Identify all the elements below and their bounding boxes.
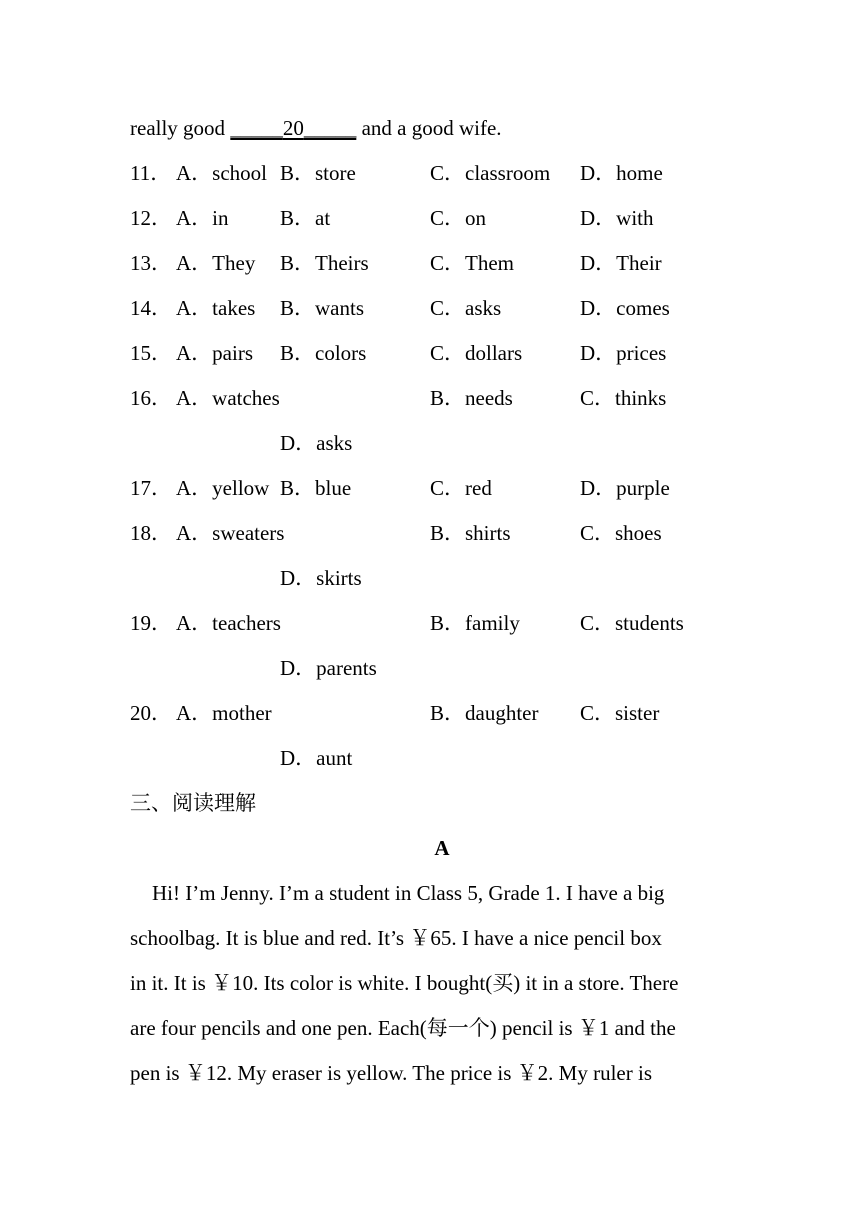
- option-b: B．store: [280, 161, 356, 185]
- option-b: B．daughter: [430, 701, 539, 725]
- question-number: 15．: [130, 341, 172, 365]
- option-b: B．colors: [280, 341, 367, 365]
- option-d: D．purple: [580, 476, 670, 500]
- question-number: 20．: [130, 701, 172, 725]
- passage-line: in it. It is ￥10. Its color is white. I bought(买) it in a store. There: [130, 971, 679, 995]
- option-c: C．students: [580, 611, 684, 635]
- question-number: 19．: [130, 611, 172, 635]
- option-a: A．school: [176, 161, 267, 185]
- option-c: C．shoes: [580, 521, 662, 545]
- option-c: C．Them: [430, 251, 514, 275]
- option-b: B．needs: [430, 386, 513, 410]
- option-c: C．on: [430, 206, 487, 230]
- question-number: 16．: [130, 386, 172, 410]
- option-d: D．parents: [280, 656, 377, 680]
- option-c: C．asks: [430, 296, 502, 320]
- option-a: A．pairs: [176, 341, 253, 365]
- option-a: A．sweaters: [176, 521, 285, 545]
- option-b: B．at: [280, 206, 331, 230]
- section-heading: 三、阅读理解: [130, 791, 256, 815]
- question-number: 14．: [130, 296, 172, 320]
- option-b: B．wants: [280, 296, 364, 320]
- option-c: C．classroom: [430, 161, 551, 185]
- option-d: D．skirts: [280, 566, 362, 590]
- question-number: 18．: [130, 521, 172, 545]
- option-a: A．mother: [176, 701, 272, 725]
- intro-line: [130, 114, 502, 142]
- passage-line: schoolbag. It is blue and red. It’s ￥65. I have a nice pencil box: [130, 926, 662, 950]
- option-d: D．comes: [580, 296, 670, 320]
- passage-line: are four pencils and one pen. Each(每一个) pencil is ￥1 and the: [130, 1016, 676, 1040]
- option-d: D．asks: [280, 431, 353, 455]
- option-b: B．blue: [280, 476, 352, 500]
- option-a: A．in: [176, 206, 229, 230]
- option-d: D．home: [580, 161, 663, 185]
- option-b: B．family: [430, 611, 520, 635]
- question-number: 13．: [130, 251, 172, 275]
- option-d: D．prices: [580, 341, 667, 365]
- passage-line: pen is ￥12. My eraser is yellow. The price is ￥2. My ruler is: [130, 1061, 652, 1085]
- question-number: 12．: [130, 206, 172, 230]
- option-d: D．with: [580, 206, 654, 230]
- question-number: 11．: [130, 161, 172, 185]
- option-a: A．watches: [176, 386, 280, 410]
- option-a: A．teachers: [176, 611, 281, 635]
- option-c: C．thinks: [580, 386, 667, 410]
- option-a: A．yellow: [176, 476, 270, 500]
- option-c: C．sister: [580, 701, 660, 725]
- intro-prefix: really good: [130, 116, 231, 140]
- question-number: 17．: [130, 476, 172, 500]
- option-b: B．Theirs: [280, 251, 369, 275]
- intro-suffix: and a good wife.: [356, 116, 502, 140]
- option-a: A．takes: [176, 296, 256, 320]
- blank-20: _____20_____: [230, 116, 357, 140]
- passage-line: Hi! I’m Jenny. I’m a student in Class 5, Grade 1. I have a big: [152, 881, 665, 905]
- option-d: D．aunt: [280, 746, 353, 770]
- option-a: A．They: [176, 251, 256, 275]
- option-d: D．Their: [580, 251, 662, 275]
- option-b: B．shirts: [430, 521, 511, 545]
- passage-title: A: [434, 836, 450, 860]
- option-c: C．red: [430, 476, 492, 500]
- option-c: C．dollars: [430, 341, 523, 365]
